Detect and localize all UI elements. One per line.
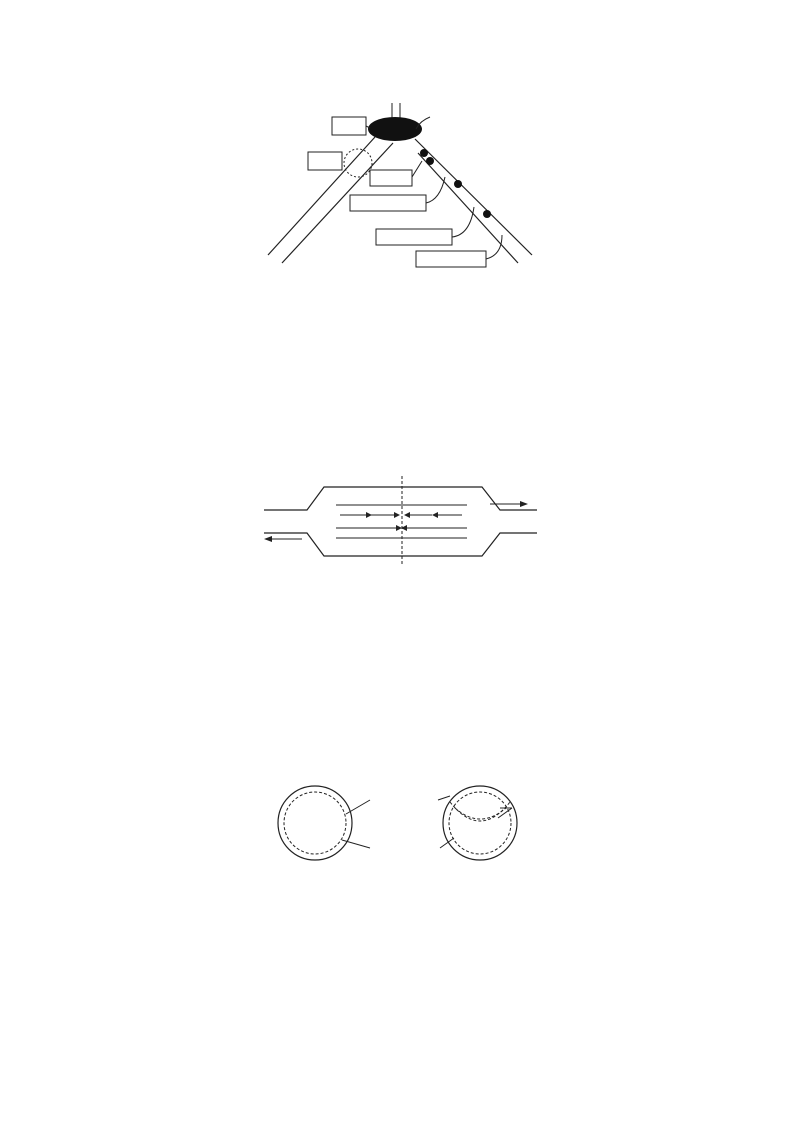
- circular-dna-figure: [270, 778, 530, 903]
- replication-fork-figure: [240, 95, 560, 290]
- enzyme-a-shape: [368, 117, 422, 141]
- first-replication-outer: [278, 786, 352, 860]
- primer-dot: [420, 149, 428, 157]
- first-replication-inner: [284, 792, 346, 854]
- enzyme-b-shape: [344, 149, 372, 177]
- second-replication-outer: [443, 786, 517, 860]
- replication-bubble-figure: [262, 460, 537, 580]
- primer-dot: [426, 157, 434, 165]
- second-replication-inner: [449, 792, 511, 854]
- primer-dot: [454, 180, 462, 188]
- primer-dot: [483, 210, 491, 218]
